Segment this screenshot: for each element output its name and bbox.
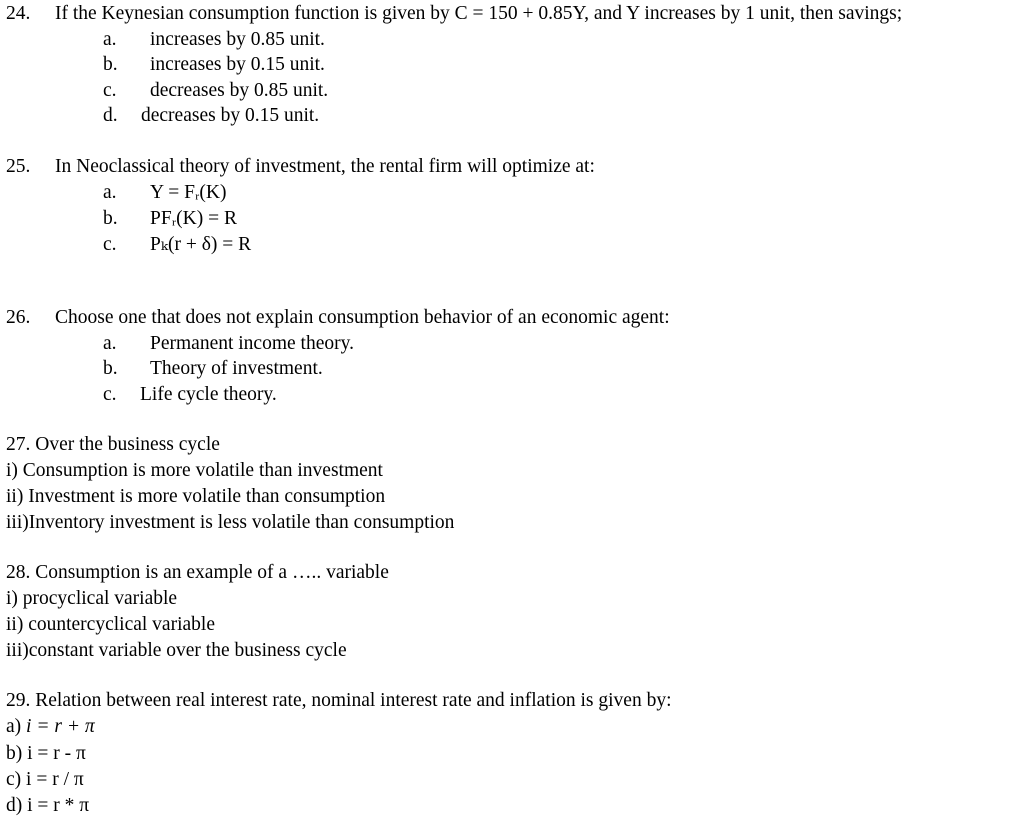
- option-text: decreases by 0.85 unit.: [150, 80, 329, 101]
- option-i: i) Consumption is more volatile than investment: [6, 460, 383, 481]
- question-28-title: 28. Consumption is an example of a ….. variable: [6, 562, 389, 583]
- option-iii: iii)constant variable over the business cycle: [6, 640, 347, 661]
- option-c: [6, 768, 84, 792]
- option-text: Theory of investment.: [150, 358, 323, 379]
- option-formula: i = r * π: [27, 795, 90, 816]
- option-formula: i = r - π: [27, 743, 86, 764]
- option-ii: ii) countercyclical variable: [6, 614, 215, 635]
- option-letter: c.: [103, 384, 117, 405]
- option-ii: ii) Investment is more volatile than consumption: [6, 486, 386, 507]
- option-text: Pₖ(r + δ) = R: [150, 234, 252, 255]
- question-number: 26.: [6, 307, 31, 328]
- question-number: 24.: [6, 3, 31, 24]
- question-29-title: 29. Relation between real interest rate, nominal interest rate and inflation is given by:: [6, 690, 672, 711]
- option-letter: d.: [103, 105, 118, 126]
- question-text: In Neoclassical theory of investment, the rental firm will optimize at:: [55, 156, 595, 177]
- option-text: Life cycle theory.: [140, 384, 277, 405]
- question-number: 25.: [6, 156, 31, 177]
- option-prefix: d): [6, 795, 23, 816]
- option-d: [6, 794, 89, 818]
- option-letter: a.: [103, 333, 117, 354]
- question-text: If the Keynesian consumption function is given by C = 150 + 0.85Y, and Y increases by 1 unit, then savings;: [55, 3, 903, 24]
- option-i: i) procyclical variable: [6, 588, 178, 609]
- option-text: increases by 0.85 unit.: [150, 29, 325, 50]
- option-a: [6, 715, 95, 739]
- option-text: decreases by 0.15 unit.: [141, 105, 320, 126]
- option-text: PFᵣ(K) = R: [150, 208, 237, 229]
- question-27-title: 27. Over the business cycle: [6, 434, 220, 455]
- option-letter: a.: [103, 182, 117, 203]
- option-prefix: c): [6, 769, 22, 790]
- question-text: Choose one that does not explain consumption behavior of an economic agent:: [55, 307, 670, 328]
- option-letter: c.: [103, 80, 117, 101]
- option-letter: a.: [103, 29, 117, 50]
- option-prefix: b): [6, 743, 23, 764]
- option-text: increases by 0.15 unit.: [150, 54, 325, 75]
- option-letter: c.: [103, 234, 117, 255]
- option-letter: b.: [103, 358, 118, 379]
- option-formula: i = r + π: [26, 716, 95, 737]
- option-formula: i = r / π: [26, 769, 84, 790]
- option-text: Y = Fᵣ(K): [150, 182, 227, 203]
- option-prefix: a): [6, 716, 22, 737]
- option-iii: iii)Inventory investment is less volatile than consumption: [6, 512, 455, 533]
- option-letter: b.: [103, 54, 118, 75]
- option-b: [6, 742, 86, 766]
- option-letter: b.: [103, 208, 118, 229]
- option-text: Permanent income theory.: [150, 333, 354, 354]
